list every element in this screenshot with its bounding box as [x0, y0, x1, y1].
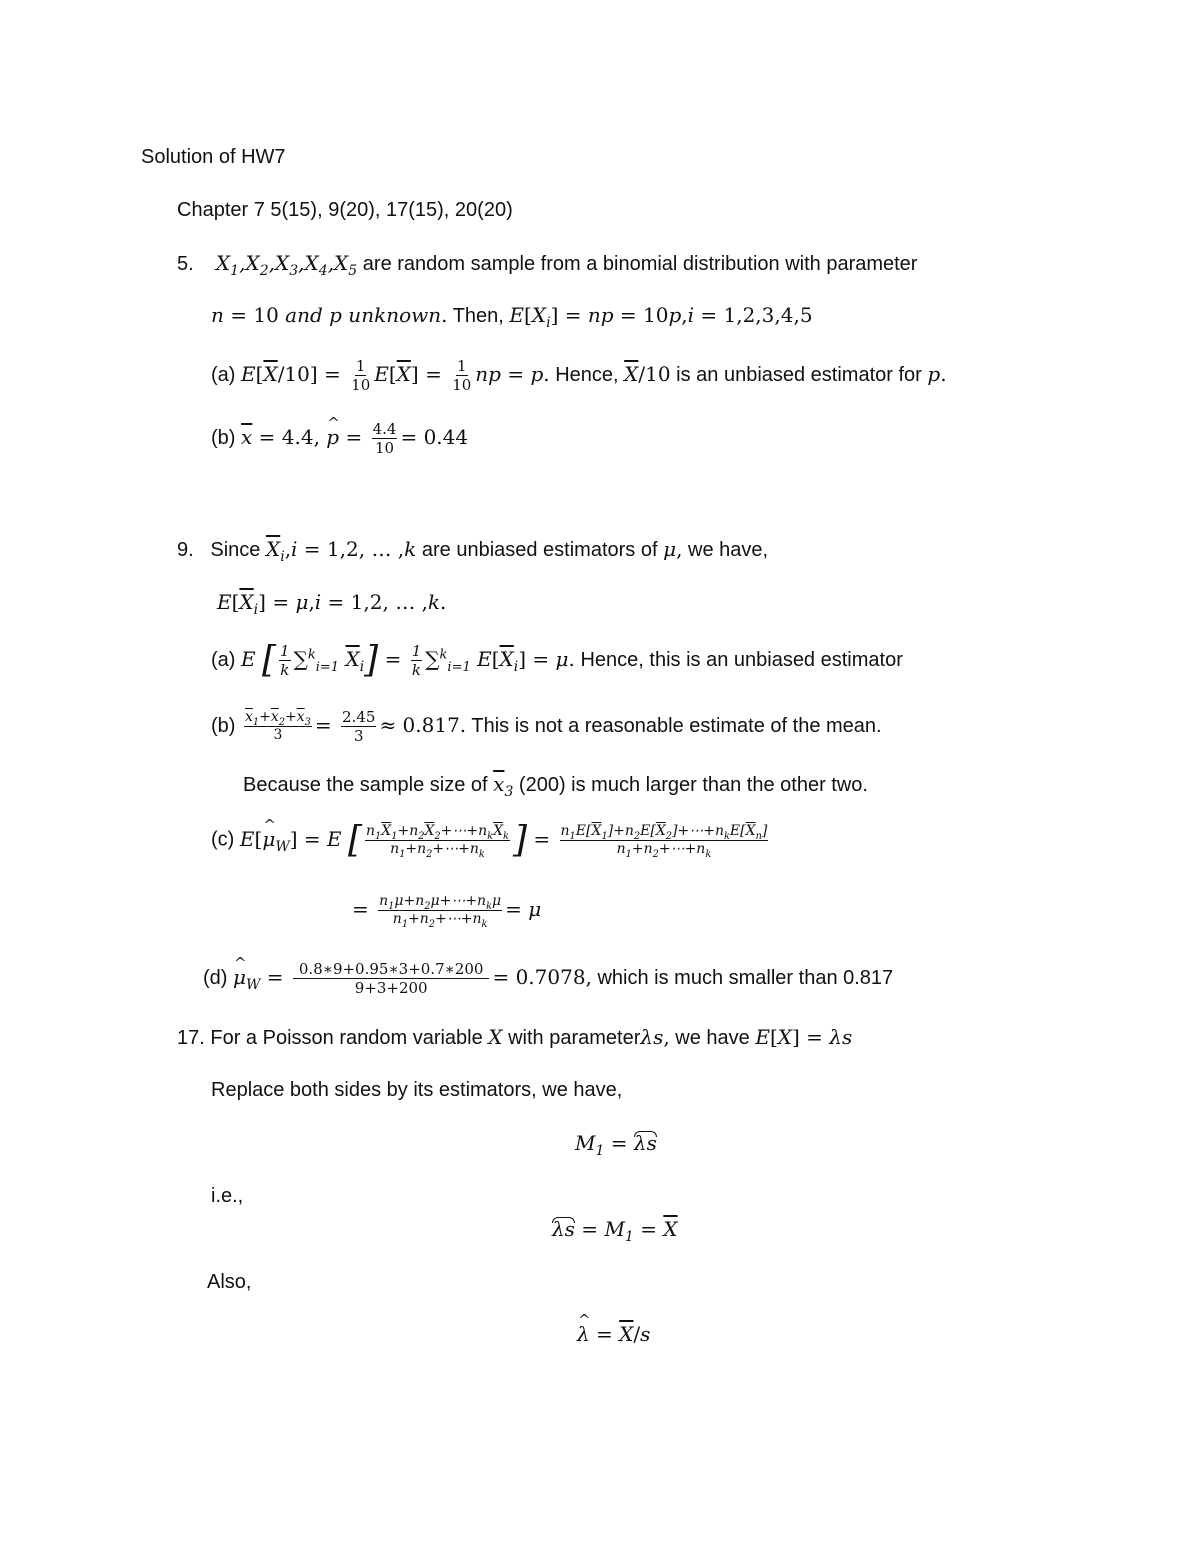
p17-eq3: [577, 1322, 650, 1347]
p9-part-b: [211, 708, 882, 745]
p5-line2: [211, 303, 813, 331]
p5-text1: are random sample from a binomial distribution with parameter: [362, 253, 918, 275]
p5-expectation: $E[X_i]$ = np = 10p,i = 1,2,3,4,5: [509, 303, 813, 331]
p9-d-denominator: 9+3+200: [354, 979, 428, 997]
p9-d-eq: =: [492, 964, 516, 989]
p9-because-text: Because the sample size of: [243, 774, 488, 796]
p17-number: 17.: [177, 1027, 205, 1049]
p9-part-d: [203, 960, 893, 997]
p17-text2: with parameter: [508, 1027, 641, 1049]
p17-eq2: [552, 1217, 678, 1245]
p5-sample-vars: $X_1,X_2,X_3,X_4,X_5$: [215, 251, 358, 279]
p9-part-c: [211, 819, 771, 860]
p9-part-c-cont: [352, 893, 541, 928]
p9-d-formula: ^ $\mu_W$ =: [233, 965, 290, 989]
p17-replace: Replace both sides by its estimators, we have,: [211, 1079, 623, 1101]
p9-line1: [177, 537, 769, 565]
p17-eq1-formula: $M_1 = \lambda s$: [575, 1131, 657, 1159]
p9-because: [243, 772, 868, 800]
p9-mu: μ,: [663, 537, 683, 561]
p17-also: Also,: [207, 1271, 252, 1293]
p9-expectation: $E[\overline{X}_i] = \mu,i = 1,2$, … ,k.: [217, 590, 447, 618]
p9-part-a: [211, 639, 903, 681]
chapter-line: Chapter 7 5(15), 9(20), 17(15), 20(20): [177, 199, 513, 221]
p17-eq3-formula: ^ $\lambda = \overline{X}/s$: [577, 1322, 650, 1346]
p9-because-tail: (200) is much larger than the other two.: [518, 774, 868, 796]
p9-d-label: (d): [203, 966, 228, 989]
p5-part-b: [211, 420, 468, 457]
p17-text3: we have: [675, 1027, 750, 1049]
p17-ie: i.e.,: [211, 1185, 244, 1207]
p5-b-label: (b): [211, 427, 236, 449]
p9-b-formula: $\frac{\overline{x}_1+\overline{x}_2+\overline{x}_3}{3}$ = $\frac{2.45}{3}$ ≈ 0.817.: [245, 708, 467, 745]
p5-a-estimator: $\overline{X}/10$: [624, 362, 671, 386]
p9-d-value: 0.7078,: [515, 964, 592, 989]
p9-c-formula: E[^ $\mu_W] = E$ [ $n_1\overline{X}_1+n_2\overline{X}_2+\cdots+n_k\overline{X}_k$ $n_1+n_2+\cdots+n_k$ ] = $n_1E[\overline{X}_1]+n_2E[\overline{X}_2]+\cdots+n_kE[\overline{X}_n]$ $n_1+n_2+\cdots+n_k$: [240, 827, 771, 851]
p5-a-label: (a): [211, 364, 236, 386]
p5-then: Then,: [452, 305, 504, 327]
p9-line2: [217, 590, 447, 618]
p17-X: X: [488, 1025, 503, 1049]
p9-d-fraction: [293, 960, 490, 997]
p5-b-formula: $\overline{x} = 4.4$, ^ p = $\frac{4.4}{10}$ = 0.44: [241, 425, 468, 449]
p17-text1: For a Poisson random variable: [210, 1027, 483, 1049]
p17-eq2-formula: $\lambda s = M_1 = \overline{X}$: [552, 1217, 678, 1245]
p9-text2: we have,: [688, 539, 769, 561]
p17-lambda-s: λs,: [640, 1025, 670, 1049]
p5-a-formula: $E[\overline{X}/10]$ = $\frac{1}{10}$ $E[\overline{X}]$ = $\frac{1}{10}$ np = p.: [241, 357, 550, 394]
p9-d-tail: which is much smaller than 0.817: [597, 966, 894, 989]
p17-expectation: E[X] = λs: [755, 1025, 853, 1049]
p9-a-tail: Hence, this is an unbiased estimator: [580, 649, 903, 671]
p5-a-tail: is an unbiased estimator for: [676, 364, 922, 386]
p5-line1: [177, 251, 918, 279]
p5-a-hence: Hence,: [555, 364, 619, 386]
p9-c-label: (c): [211, 828, 235, 851]
p9-a-formula: E [ $\frac{1}{k}$ ∑$^k_{i=1}$ $\overline{X}_i$] = $\frac{1}{k}$ ∑$^k_{i=1}$ $E[\overline{X}_i] = \mu$.: [241, 639, 575, 681]
p9-b-tail: This is not a reasonable estimate of the mean.: [471, 715, 882, 737]
p9-number: 9.: [177, 539, 194, 561]
p9-since: Since: [210, 539, 261, 561]
p9-b-label: (b): [211, 715, 236, 737]
p9-text1: are unbiased estimators of: [421, 539, 658, 561]
p5-part-a: [211, 357, 947, 394]
p9-a-label: (a): [211, 649, 236, 671]
p5-number: 5.: [177, 253, 194, 275]
p5-params: n = 10 and p unknown.: [211, 303, 448, 327]
page-title: Solution of HW7: [141, 146, 286, 168]
p17-line1: [177, 1025, 852, 1050]
p9-indices: $\overline{X}_i,i = 1,2$, … ,k: [265, 537, 417, 565]
p17-eq1: [575, 1131, 657, 1159]
p9-c-formula2: = $n_1\mu+n_2\mu+\cdots+n_k\mu$ $n_1+n_2+\cdots+n_k$ = μ: [352, 893, 542, 930]
p9-d-numerator: 0.8∗9+0.95∗3+0.7∗200: [293, 960, 490, 979]
p9-x3: $\overline{x}_3$: [493, 772, 514, 800]
p5-a-p: p.: [927, 362, 947, 386]
